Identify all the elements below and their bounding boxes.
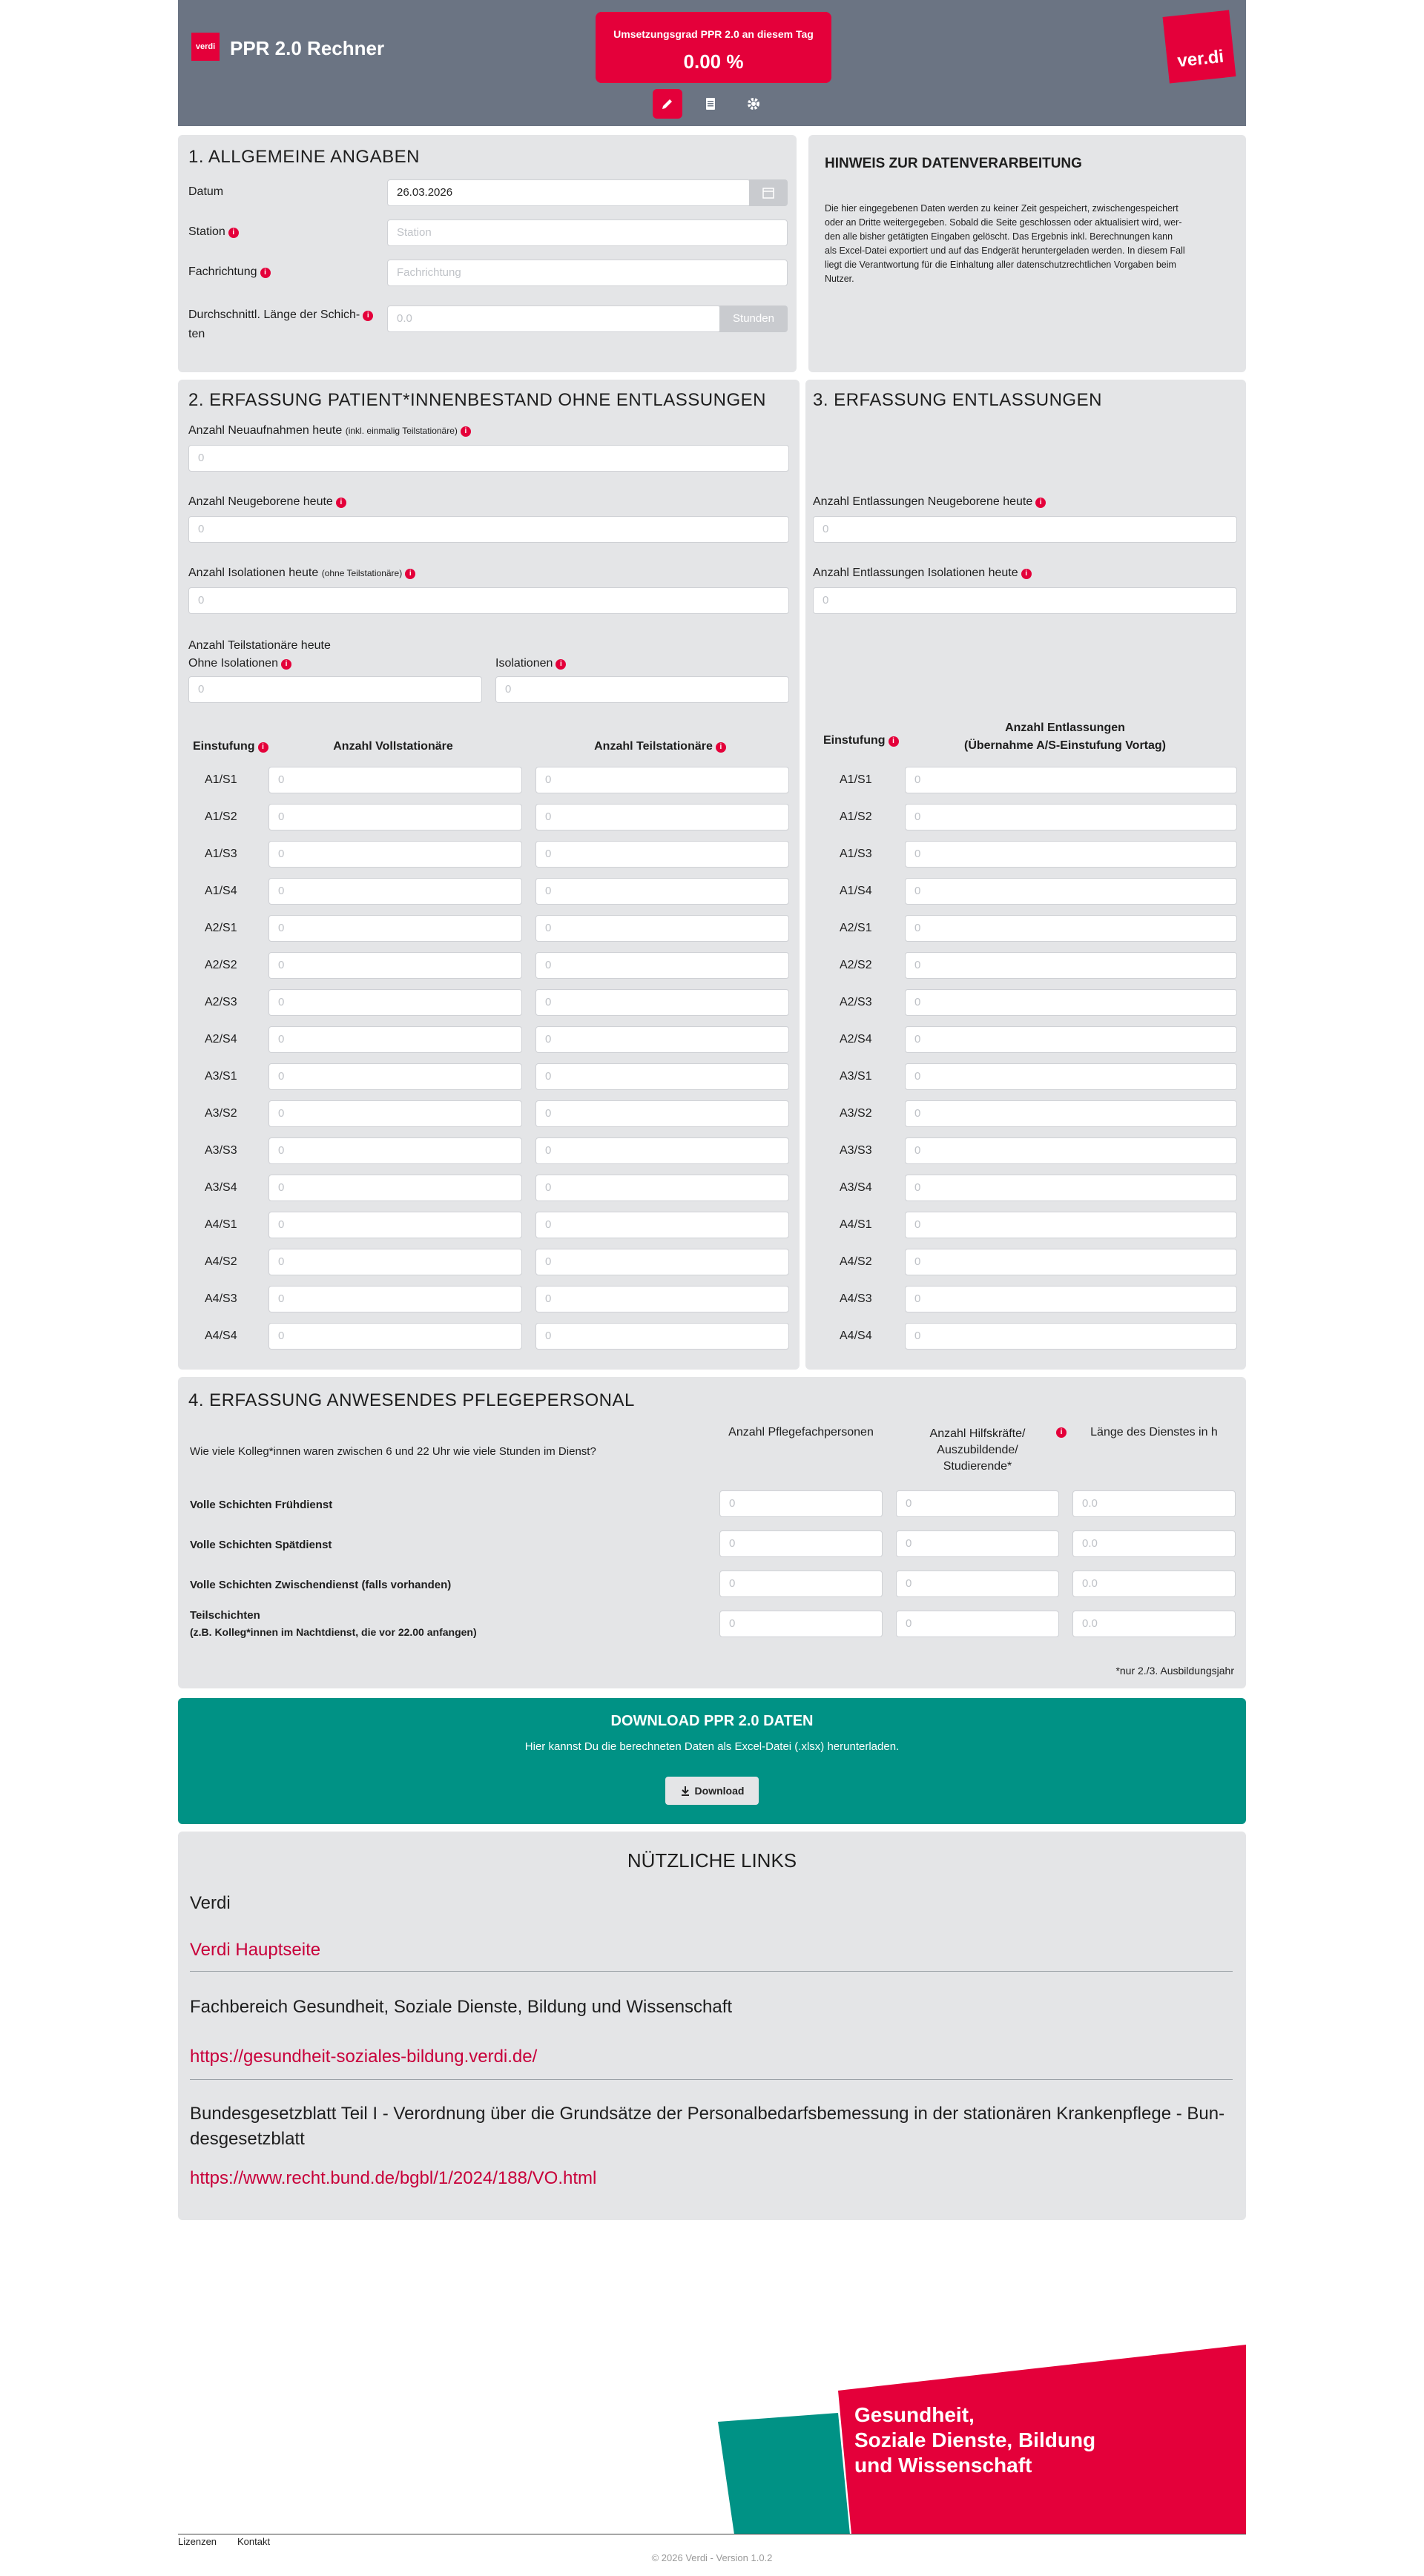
- neuaufnahmen-label: Anzahl Neuaufnahmen heute (inkl. einmalig Teilstationäre) i: [188, 424, 471, 437]
- download-button[interactable]: Download: [665, 1777, 759, 1805]
- row-label: A1/S4: [840, 885, 872, 897]
- entlassungen-input[interactable]: 0: [905, 1286, 1237, 1312]
- dienstlaenge-input[interactable]: 0.0: [1072, 1490, 1236, 1517]
- info-icon[interactable]: i: [405, 569, 415, 579]
- teilstationaer-input[interactable]: 0: [535, 841, 789, 868]
- col-hilfskraefte: Anzahl Hilfskräfte/ Auszubildende/ Studierende* i: [896, 1426, 1059, 1475]
- row-label: A2/S4: [840, 1033, 872, 1046]
- info-icon[interactable]: i: [260, 268, 271, 278]
- teil-iso-input[interactable]: 0: [495, 676, 789, 703]
- privacy-text-line: als Excel-Datei exportiert und auf das Endgerät heruntergeladen werden. In diesem Fall: [825, 245, 1185, 256]
- download-title: DOWNLOAD PPR 2.0 DATEN: [610, 1713, 814, 1729]
- privacy-text-line: oder an Dritte weitergegeben. Sobald die Seite geschlossen oder aktualisiert wird, wer-: [825, 217, 1182, 228]
- entlassungen-input[interactable]: 0: [905, 804, 1237, 830]
- kontakt-link[interactable]: Kontakt: [237, 2536, 271, 2547]
- teilstationaer-input[interactable]: 0: [535, 1100, 789, 1127]
- teilstationaer-input[interactable]: 0: [535, 1063, 789, 1090]
- vollstationaer-input[interactable]: 0: [268, 1175, 522, 1201]
- col-einstufung-entl: Einstufung i: [823, 734, 899, 747]
- version-text: © 2026 Verdi - Version 1.0.2: [651, 2552, 773, 2563]
- row-label: A3/S1: [205, 1070, 237, 1083]
- schichtlaenge-input[interactable]: 0.0: [387, 306, 721, 332]
- vollstationaer-input[interactable]: 0: [268, 989, 522, 1016]
- section-patients: [178, 380, 800, 1370]
- gear-icon[interactable]: [739, 89, 768, 119]
- entlassungen-input[interactable]: 0: [905, 1249, 1237, 1275]
- teilstationaer-input[interactable]: 0: [535, 804, 789, 830]
- row-label: A1/S2: [205, 810, 237, 823]
- row-label: A2/S1: [205, 922, 237, 934]
- download-icon: [680, 1786, 690, 1796]
- row-label: A2/S2: [205, 959, 237, 971]
- hilfskraefte-input[interactable]: 0: [896, 1530, 1059, 1557]
- col-dienstlaenge: Länge des Dienstes in h: [1090, 1426, 1218, 1439]
- vollstationaer-input[interactable]: 0: [268, 1249, 522, 1275]
- row-label: A1/S4: [205, 885, 237, 897]
- vollstationaer-input[interactable]: 0: [268, 952, 522, 979]
- teil-ohne-iso-input[interactable]: 0: [188, 676, 482, 703]
- fachrichtung-input[interactable]: Fachrichtung: [387, 260, 788, 286]
- section-staff: [178, 1377, 1246, 1688]
- info-icon[interactable]: i: [716, 742, 726, 753]
- section1-title: 1. ALLGEMEINE ANGABEN: [188, 147, 420, 167]
- section-discharges: [805, 380, 1246, 1370]
- neugeborene-label: Anzahl Neugeborene heute i: [188, 495, 346, 509]
- datum-label: Datum: [188, 185, 224, 198]
- calendar-icon: [761, 185, 776, 200]
- vollstationaer-input[interactable]: 0: [268, 841, 522, 868]
- row-label: A3/S2: [840, 1107, 872, 1120]
- info-icon[interactable]: i: [281, 659, 291, 670]
- vollstationaer-input[interactable]: 0: [268, 767, 522, 793]
- info-icon[interactable]: i: [889, 736, 899, 747]
- isolationen-sub-label: Isolationen i: [495, 657, 566, 670]
- link-url[interactable]: Verdi Hauptseite: [190, 1940, 321, 1960]
- useful-links: [178, 1832, 1246, 2220]
- row-label: A1/S1: [840, 773, 872, 786]
- footnote: *nur 2./3. Ausbildungsjahr: [1115, 1665, 1234, 1677]
- row-label: A4/S1: [840, 1218, 872, 1231]
- entlassungen-input[interactable]: 0: [905, 1137, 1237, 1164]
- info-icon[interactable]: i: [461, 426, 471, 437]
- entlassungen-input[interactable]: 0: [905, 767, 1237, 793]
- entlassungen-input[interactable]: 0: [905, 1026, 1237, 1053]
- link-url[interactable]: https://www.recht.bund.de/bgbl/1/2024/188/VO.html: [190, 2168, 597, 2188]
- app-header: [178, 0, 1246, 126]
- hilfskraefte-input[interactable]: 0: [896, 1571, 1059, 1597]
- vollstationaer-input[interactable]: 0: [268, 915, 522, 942]
- entl-isolationen-input[interactable]: 0: [813, 587, 1237, 614]
- teilstationaer-input[interactable]: 0: [535, 989, 789, 1016]
- privacy-text-line: Die hier eingegebenen Daten werden zu keiner Zeit gespeichert, zwischengespeichert: [825, 203, 1179, 214]
- privacy-text-line: liegt die Verantwortung für die Einhaltung aller datenschutzrechtlichen Vorgaben beim: [825, 260, 1176, 270]
- entlassungen-input[interactable]: 0: [905, 1323, 1237, 1350]
- privacy-title: HINWEIS ZUR DATENVERARBEITUNG: [825, 156, 1082, 171]
- info-icon[interactable]: i: [363, 311, 373, 321]
- isolationen-input[interactable]: 0: [188, 587, 789, 614]
- staff-question: Wie viele Kolleg*innen waren zwischen 6 und 22 Uhr wie viele Stunden im Dienst?: [190, 1445, 596, 1458]
- privacy-text-line: Nutzer.: [825, 274, 854, 284]
- schichtlaenge-label: Durchschnittl. Länge der Schich- i ten: [188, 306, 373, 344]
- divider: [190, 1971, 1233, 1972]
- links-title: NÜTZLICHE LINKS: [627, 1849, 797, 1872]
- row-label: A3/S1: [840, 1070, 872, 1083]
- teilstationaer-input[interactable]: 0: [535, 1323, 789, 1350]
- privacy-text: [825, 202, 1185, 286]
- dienstlaenge-input[interactable]: 0.0: [1072, 1530, 1236, 1557]
- row-label: A2/S3: [205, 996, 237, 1008]
- section-general: [178, 135, 797, 372]
- entl-neugeborene-input[interactable]: 0: [813, 516, 1237, 543]
- link-heading: Fachbereich Gesundheit, Soziale Dienste, Bildung und Wissenschaft: [190, 1997, 733, 2017]
- row-label: A2/S2: [840, 959, 872, 971]
- teilstationaer-input[interactable]: 0: [535, 952, 789, 979]
- info-icon[interactable]: i: [258, 742, 268, 753]
- row-label: A4/S1: [205, 1218, 237, 1231]
- pflegefach-input[interactable]: 0: [719, 1611, 883, 1637]
- entlassungen-input[interactable]: 0: [905, 841, 1237, 868]
- verdi-logo-small: verdi: [191, 33, 220, 61]
- staff-row-label: Volle Schichten Zwischendienst (falls vorhanden): [190, 1579, 452, 1591]
- isolationen-label: Anzahl Isolationen heute (ohne Teilstationäre) i: [188, 567, 415, 580]
- teilstationaer-label: Anzahl Teilstationäre heute: [188, 639, 331, 652]
- dienstlaenge-input[interactable]: 0.0: [1072, 1571, 1236, 1597]
- teilstationaer-input[interactable]: 0: [535, 1286, 789, 1312]
- vollstationaer-input[interactable]: 0: [268, 1286, 522, 1312]
- row-label: A2/S3: [840, 996, 872, 1008]
- status-label: Umsetzungsgrad PPR 2.0 an diesem Tag: [613, 28, 814, 40]
- download-text: Hier kannst Du die berechneten Daten als Excel-Datei (.xlsx) herunterladen.: [524, 1740, 900, 1753]
- row-label: A3/S3: [840, 1144, 872, 1157]
- hours-addon: Stunden: [719, 306, 788, 332]
- entlassungen-input[interactable]: 0: [905, 878, 1237, 905]
- vollstationaer-input[interactable]: 0: [268, 878, 522, 905]
- teilstationaer-input[interactable]: 0: [535, 1026, 789, 1053]
- datum-input[interactable]: 26.03.2026: [387, 179, 751, 206]
- station-input[interactable]: Station: [387, 219, 788, 246]
- row-label: A2/S4: [205, 1033, 237, 1046]
- teilstationaer-input[interactable]: 0: [535, 915, 789, 942]
- privacy-notice: [808, 135, 1246, 372]
- section3-title: 3. ERFASSUNG ENTLASSUNGEN: [813, 390, 1102, 410]
- ohne-isolationen-label: Ohne Isolationen i: [188, 657, 291, 670]
- row-label: A4/S2: [840, 1255, 872, 1268]
- section4-title: 4. ERFASSUNG ANWESENDES PFLEGEPERSONAL: [188, 1390, 635, 1410]
- col-teilstationaere: Anzahl Teilstationäre i: [534, 740, 786, 753]
- pflegefach-input[interactable]: 0: [719, 1490, 883, 1517]
- neugeborene-input[interactable]: 0: [188, 516, 789, 543]
- row-label: A3/S3: [205, 1144, 237, 1157]
- row-label: A2/S1: [840, 922, 872, 934]
- entlassungen-input[interactable]: 0: [905, 1100, 1237, 1127]
- col-einstufung: Einstufung i: [193, 740, 268, 753]
- row-label: A4/S2: [205, 1255, 237, 1268]
- entl-isolationen-label: Anzahl Entlassungen Isolationen heute i: [813, 567, 1032, 580]
- row-label: A4/S3: [840, 1292, 872, 1305]
- row-label: A1/S1: [205, 773, 237, 786]
- teilstationaer-input[interactable]: 0: [535, 1249, 789, 1275]
- vollstationaer-input[interactable]: 0: [268, 1212, 522, 1238]
- link-heading: Bundesgesetzblatt Teil I - Verordnung über die Grundsätze der Personalbedarfsbemessung in der stationären Krankenpflege - Bun-desgesetzblatt: [190, 2104, 1225, 2149]
- staff-row-label: Teilschichten (z.B. Kolleg*innen im Nachtdienst, die vor 22.00 anfangen): [190, 1609, 477, 1638]
- brand-text: Gesundheit, Soziale Dienste, Bildung und Wissenschaft: [854, 2403, 1096, 2477]
- staff-row-label: Volle Schichten Spätdienst: [190, 1539, 332, 1551]
- lizenzen-link[interactable]: Lizenzen: [178, 2536, 217, 2547]
- entlassungen-input[interactable]: 0: [905, 989, 1237, 1016]
- info-icon[interactable]: i: [1021, 569, 1032, 579]
- row-label: A3/S4: [840, 1181, 872, 1194]
- nav-bar: [653, 89, 768, 119]
- row-label: A1/S3: [205, 848, 237, 860]
- link-heading: Verdi: [190, 1893, 231, 1913]
- row-label: A4/S3: [205, 1292, 237, 1305]
- vollstationaer-input[interactable]: 0: [268, 1026, 522, 1053]
- teilstationaer-input[interactable]: 0: [535, 878, 789, 905]
- row-label: A3/S4: [205, 1181, 237, 1194]
- privacy-text-line: den alle bisher getätigten Eingaben gelöscht. Das Ergebnis inkl. Berechnungen kann: [825, 231, 1173, 242]
- status-value: 0.00 %: [683, 50, 744, 73]
- entlassungen-input[interactable]: 0: [905, 1063, 1237, 1090]
- download-section: [178, 1698, 1246, 1824]
- row-label: A4/S4: [840, 1330, 872, 1342]
- hilfskraefte-input[interactable]: 0: [896, 1490, 1059, 1517]
- teilstationaer-input[interactable]: 0: [535, 1212, 789, 1238]
- info-icon[interactable]: i: [336, 498, 346, 508]
- vollstationaer-input[interactable]: 0: [268, 804, 522, 830]
- entlassungen-input[interactable]: 0: [905, 952, 1237, 979]
- vollstationaer-input[interactable]: 0: [268, 1323, 522, 1350]
- teilstationaer-input[interactable]: 0: [535, 1137, 789, 1164]
- info-icon[interactable]: i: [1035, 498, 1046, 508]
- col-entlassungen: Anzahl Entlassungen (Übernahme A/S-Einstufung Vortag): [964, 721, 1166, 752]
- station-label: Station i: [188, 225, 239, 239]
- status-box: [596, 12, 831, 83]
- entl-neugeborene-label: Anzahl Entlassungen Neugeborene heute i: [813, 495, 1046, 509]
- col-vollstationaere: Anzahl Vollstationäre: [333, 740, 453, 753]
- section2-title: 2. ERFASSUNG PATIENT*INNENBESTAND OHNE ENTLASSUNGEN: [188, 390, 766, 410]
- entlassungen-input[interactable]: 0: [905, 915, 1237, 942]
- pflegefach-input[interactable]: 0: [719, 1530, 883, 1557]
- staff-row-label: Volle Schichten Frühdienst: [190, 1499, 333, 1511]
- verdi-logo: ver.di: [1163, 10, 1236, 84]
- app-title: PPR 2.0 Rechner: [230, 37, 385, 59]
- vollstationaer-input[interactable]: 0: [268, 1063, 522, 1090]
- row-label: A3/S2: [205, 1107, 237, 1120]
- neuaufnahmen-input[interactable]: 0: [188, 445, 789, 472]
- teilstationaer-input[interactable]: 0: [535, 1175, 789, 1201]
- vollstationaer-input[interactable]: 0: [268, 1137, 522, 1164]
- document-icon[interactable]: [696, 89, 725, 119]
- info-icon[interactable]: i: [228, 228, 239, 238]
- pflegefach-input[interactable]: 0: [719, 1571, 883, 1597]
- info-icon[interactable]: i: [556, 659, 566, 670]
- row-label: A1/S2: [840, 810, 872, 823]
- pencil-icon[interactable]: [653, 89, 682, 119]
- divider: [190, 2079, 1233, 2080]
- info-icon[interactable]: i: [1056, 1427, 1067, 1438]
- teal-shape: [718, 2413, 850, 2534]
- dienstlaenge-input[interactable]: 0.0: [1072, 1611, 1236, 1637]
- col-pflegefachpersonen: Anzahl Pflegefachpersonen: [728, 1426, 874, 1439]
- row-label: A1/S3: [840, 848, 872, 860]
- row-label: A4/S4: [205, 1330, 237, 1342]
- hilfskraefte-input[interactable]: 0: [896, 1611, 1059, 1637]
- entlassungen-input[interactable]: 0: [905, 1175, 1237, 1201]
- calendar-button[interactable]: [749, 179, 788, 206]
- fachrichtung-label: Fachrichtung i: [188, 265, 271, 279]
- link-url[interactable]: https://gesundheit-soziales-bildung.verdi.de/: [190, 2047, 538, 2067]
- entlassungen-input[interactable]: 0: [905, 1212, 1237, 1238]
- vollstationaer-input[interactable]: 0: [268, 1100, 522, 1127]
- teilstationaer-input[interactable]: 0: [535, 767, 789, 793]
